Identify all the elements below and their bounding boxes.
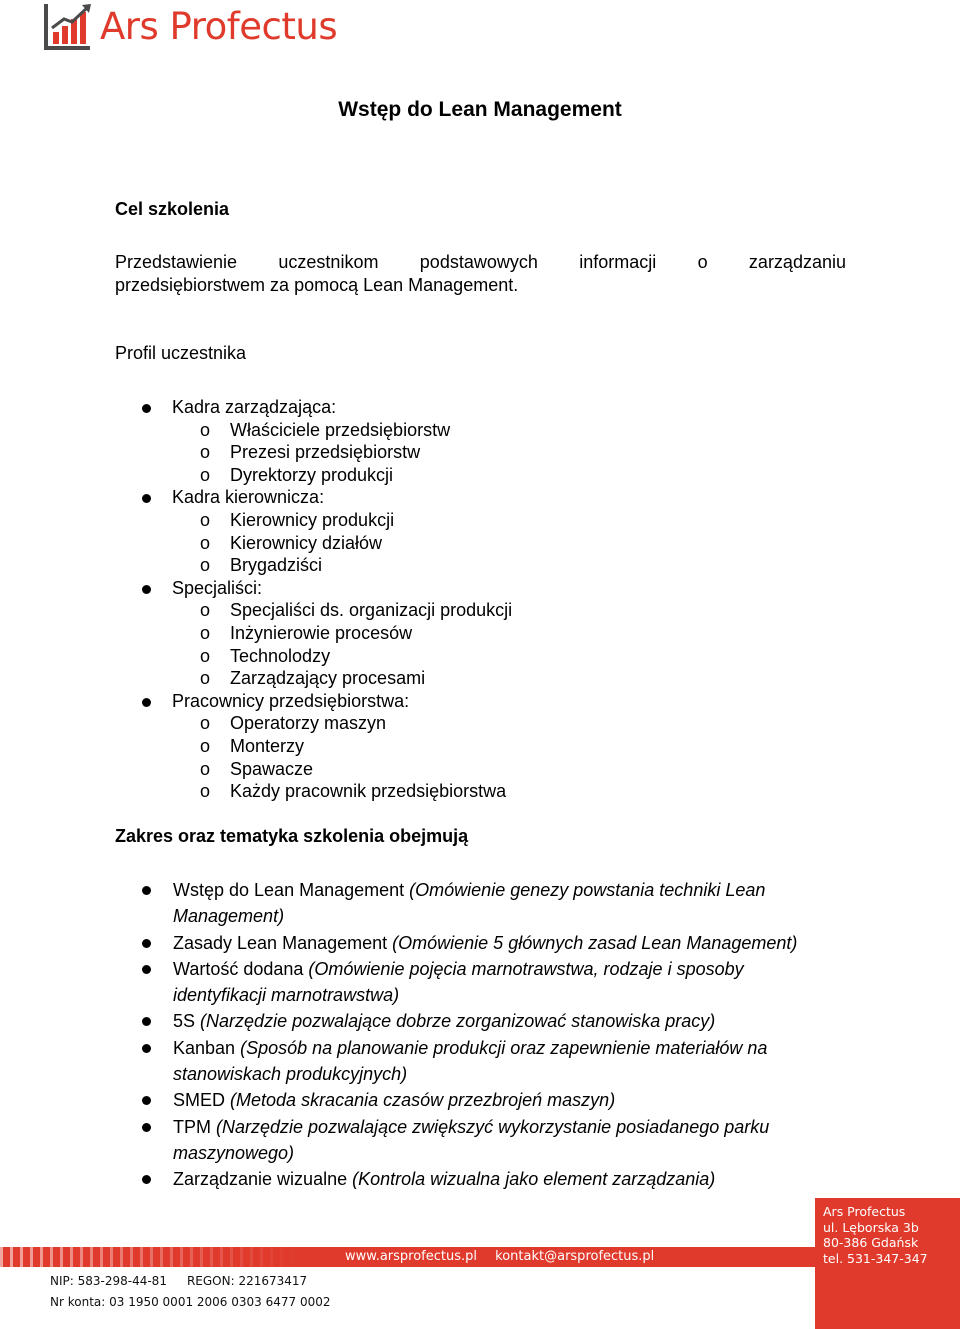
- topic-name: TPM: [173, 1116, 211, 1137]
- bullet-icon: [142, 1044, 151, 1053]
- sub-bullet: o: [200, 713, 211, 734]
- profile-item-label: Właściciele przedsiębiorstw: [230, 419, 451, 440]
- sub-bullet: o: [200, 622, 211, 643]
- bank-account: Nr konta: 03 1950 0001 2006 0303 6477 0002: [50, 1295, 331, 1309]
- profile-item-label: Prezesi przedsiębiorstw: [230, 442, 421, 463]
- topic-text: [173, 877, 833, 930]
- website-link[interactable]: www.arsprofectus.pl: [345, 1249, 478, 1264]
- topic-name: Wartość dodana: [173, 958, 304, 979]
- bullet-icon: [142, 698, 151, 707]
- sub-bullet: o: [200, 735, 211, 756]
- nip-number: NIP: 583-298-44-81: [50, 1274, 167, 1288]
- bullet-icon: [142, 1123, 151, 1132]
- address-company: Ars Profectus: [823, 1204, 906, 1219]
- topic-text: [173, 1114, 833, 1167]
- goal-line-2: przedsiębiorstwem za pomocą Lean Management.: [115, 275, 519, 295]
- profile-item-label: Monterzy: [230, 735, 305, 756]
- topic-name: SMED: [173, 1090, 226, 1111]
- topic-item: [0, 1035, 960, 1088]
- topic-text: [173, 1035, 833, 1088]
- profile-group-label: Kadra zarządzająca:: [172, 397, 337, 417]
- sub-bullet: o: [200, 600, 211, 621]
- profile-item-label: Zarządzający procesami: [230, 668, 426, 689]
- sub-bullet: o: [200, 532, 211, 553]
- topic-item: [0, 1087, 960, 1113]
- bullet-icon: [142, 494, 151, 503]
- footer-links: [345, 1249, 654, 1264]
- bullet-icon: [142, 1175, 151, 1184]
- profile-item: [0, 780, 960, 803]
- profile-group: [0, 690, 960, 713]
- bullet-icon: [142, 404, 151, 413]
- bullet-icon: [142, 886, 151, 895]
- profile-heading: Profil uczestnika: [115, 343, 247, 363]
- profile-item-label: Dyrektorzy produkcji: [230, 464, 394, 485]
- topic-description: (Omówienie pojęcia marnotrawstwa, rodzaje i sposoby: [308, 958, 744, 979]
- topic-description: (Metoda skracania czasów przezbrojeń maszyn): [230, 1090, 616, 1111]
- profile-item: [0, 554, 960, 577]
- sub-bullet: o: [200, 758, 211, 779]
- profile-item: [0, 622, 960, 645]
- profile-group-label: Pracownicy przedsiębiorstwa:: [172, 690, 410, 711]
- profile-item: [0, 712, 960, 735]
- topic-item: [0, 1008, 960, 1034]
- profile-group-label: Kadra kierownicza:: [172, 487, 325, 508]
- sub-bullet: o: [200, 509, 211, 530]
- topic-text: [173, 956, 833, 1009]
- topic-description: (Narzędzie pozwalające zwiększyć wykorzystanie posiadanego parku: [216, 1116, 770, 1137]
- topic-item: [0, 1166, 960, 1192]
- profile-item: [0, 464, 960, 487]
- topics-heading: Zakres oraz tematyka szkolenia obejmują: [115, 826, 469, 846]
- profile-item: [0, 758, 960, 781]
- topic-description-cont: identyfikacji marnotrawstwa): [173, 985, 400, 1006]
- profile-group: [0, 577, 960, 600]
- logo-text: Ars Profectus: [100, 4, 338, 48]
- topic-item: [0, 930, 960, 956]
- topic-description: (Omówienie 5 głównych zasad Lean Management): [392, 932, 798, 953]
- profile-item-label: Operatorzy maszyn: [230, 713, 387, 734]
- topic-name: Zasady Lean Management: [173, 932, 388, 953]
- topic-name: Wstęp do Lean Management: [173, 880, 405, 900]
- sub-bullet: o: [200, 464, 211, 485]
- profile-item: [0, 645, 960, 668]
- address-street: ul. Lęborska 3b: [823, 1219, 919, 1235]
- sub-bullet: o: [200, 419, 211, 440]
- sub-bullet: o: [200, 781, 211, 802]
- profile-item-label: Specjaliści ds. organizacji produkcji: [230, 600, 513, 621]
- profile-item-label: Kierownicy działów: [230, 532, 383, 553]
- address-box: [815, 1198, 960, 1329]
- bullet-icon: [142, 965, 151, 974]
- topic-description: (Sposób na planowanie produkcji oraz zapewnienie materiałów na: [240, 1037, 768, 1058]
- topics-list: [0, 877, 960, 1193]
- profile-item-label: Brygadziści: [230, 555, 323, 576]
- topic-text: [173, 1087, 833, 1113]
- topic-description: (Kontrola wizualna jako element zarządzania): [352, 1169, 716, 1190]
- topic-description: (Omówienie genezy powstania techniki Lean: [409, 880, 766, 900]
- topic-description: (Narzędzie pozwalające dobrze zorganizować stanowiska pracy): [200, 1011, 716, 1032]
- topic-text: [173, 930, 833, 956]
- bullet-icon: [142, 939, 151, 948]
- profile-group: [0, 486, 960, 509]
- profile-item-label: Technolodzy: [230, 645, 331, 666]
- topic-description-cont: maszynowego): [173, 1142, 295, 1163]
- topic-text: [173, 1008, 833, 1034]
- bullet-icon: [142, 585, 151, 594]
- topic-name: Kanban: [173, 1037, 236, 1058]
- profile-item-label: Każdy pracownik przedsiębiorstwa: [230, 781, 507, 802]
- topic-item: [0, 1114, 960, 1167]
- profile-item: [0, 667, 960, 690]
- topic-item: [0, 956, 960, 1009]
- goal-heading: Cel szkolenia: [115, 199, 230, 219]
- participant-profile-list: [0, 396, 960, 803]
- profile-item-label: Kierownicy produkcji: [230, 509, 395, 530]
- profile-item-label: Inżynierowie procesów: [230, 622, 413, 643]
- footer-company-ids: [50, 1271, 331, 1313]
- goal-paragraph: [115, 251, 846, 297]
- sub-bullet: o: [200, 645, 211, 666]
- company-logo: [44, 0, 337, 52]
- profile-item: [0, 599, 960, 622]
- profile-item: [0, 441, 960, 464]
- regon-number: REGON: 221673417: [186, 1274, 308, 1288]
- topic-item: [0, 877, 960, 930]
- bullet-icon: [142, 1017, 151, 1026]
- profile-group: [0, 396, 960, 419]
- profile-item: [0, 735, 960, 758]
- bar-chart-arrow-icon: [44, 2, 94, 50]
- sub-bullet: o: [200, 668, 211, 689]
- topic-name: 5S: [173, 1011, 196, 1032]
- profile-group-label: Specjaliści:: [172, 577, 263, 598]
- document-title: Wstęp do Lean Management: [338, 98, 622, 121]
- goal-line-1: Przedstawienie uczestnikom podstawowych informacji o zarządzaniu: [115, 252, 846, 272]
- topic-description-cont: Management): [173, 906, 285, 927]
- address-phone: tel. 531-347-347: [823, 1250, 928, 1266]
- profile-item: [0, 509, 960, 532]
- sub-bullet: o: [200, 442, 211, 463]
- profile-item: [0, 419, 960, 442]
- bullet-icon: [142, 1096, 151, 1105]
- topic-description-cont: stanowiskach produkcyjnych): [173, 1064, 408, 1085]
- topic-name: Zarządzanie wizualne: [173, 1169, 348, 1190]
- email-link[interactable]: kontakt@arsprofectus.pl: [495, 1249, 655, 1264]
- topic-text: [173, 1166, 833, 1192]
- sub-bullet: o: [200, 555, 211, 576]
- profile-item: [0, 532, 960, 555]
- profile-item-label: Spawacze: [230, 758, 314, 779]
- address-city: 80-386 Gdańsk: [823, 1235, 919, 1250]
